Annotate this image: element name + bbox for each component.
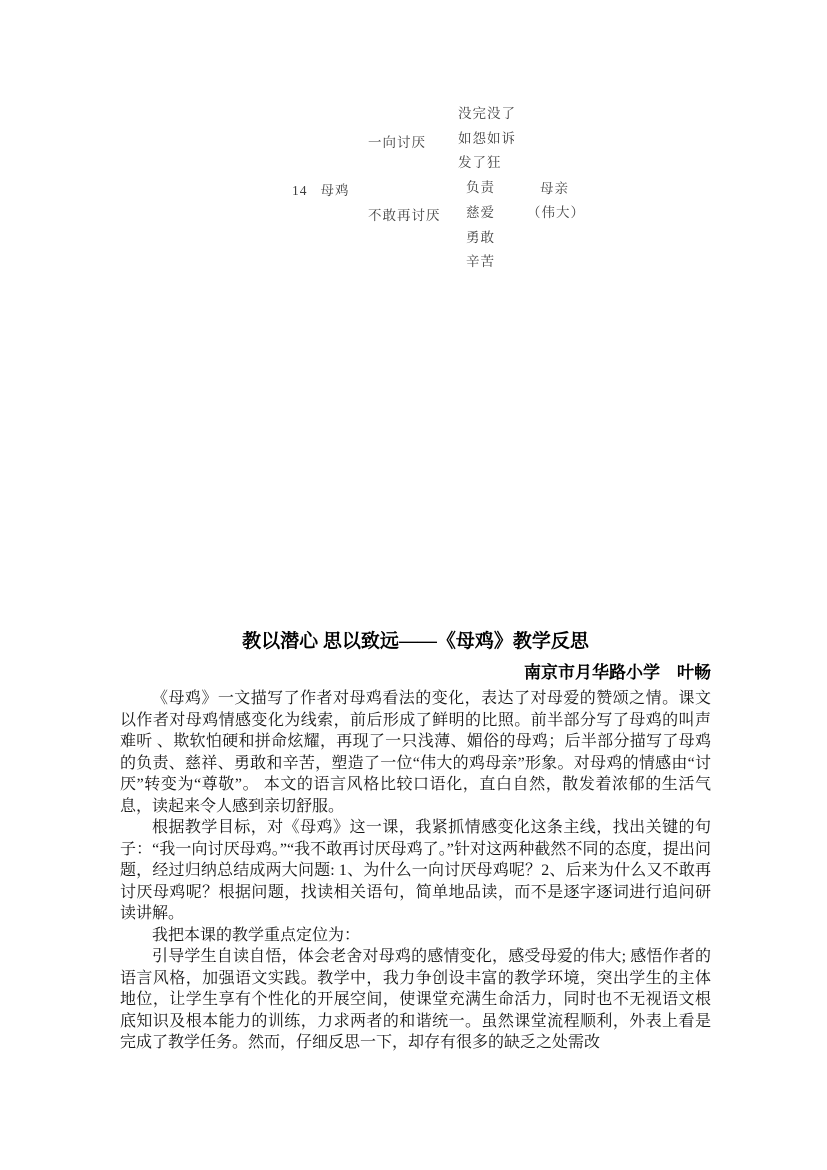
trait-item: 慈爱	[466, 204, 495, 220]
lesson-title: 母鸡	[320, 183, 350, 198]
theme-label: 母亲	[540, 181, 569, 196]
reflection-article	[120, 630, 711, 1054]
board-plan-diagram	[0, 0, 827, 300]
theme-note-label: （伟大）	[527, 205, 585, 220]
article-byline: 南京市月华路小学 叶畅	[524, 663, 711, 682]
attitude-before-label: 一向讨厌	[368, 135, 426, 150]
hen-traits-list	[458, 102, 516, 275]
article-title: 教以潜心 思以致远——《母鸡》教学反思	[242, 631, 589, 652]
paragraph: 引导学生自读自悟，体会老舍对母鸡的感情变化，感受母爱的伟大; 感悟作者的语言风格，加强语文实践。教学中，我力争创设丰富的教学环境，突出学生的主体地位，让学生享有个性化的开展空间，使课堂充满生命活力，同时也不无视语文根底知识及根本能力的训练，力求两者的和谐统一。虽然课堂流程顺利，外表上看是完成了教学任务。然而，仔细反思一下，却存有很多的缺乏之处需改	[120, 948, 711, 1051]
article-body	[120, 688, 711, 1054]
trait-item: 勇敢	[466, 229, 495, 245]
paragraph: 《母鸡》一文描写了作者对母鸡看法的变化，表达了对母爱的赞颂之情。课文以作者对母鸡情感变化为线索，前后形成了鲜明的比照。前半部分写了母鸡的叫声难听 、欺软怕硬和拼命炫耀，再现了一只浅薄、媚俗的母鸡；后半部分描写了母鸡的负责、慈祥、勇敢和辛苦，塑造了一位“伟大的鸡母亲”形象。对母鸡的情感由“讨厌”转变为“尊敬”。 本文的语言风格比较口语化，直白自然，散发着浓郁的生活气息，读起来令人感到亲切舒服。	[120, 690, 711, 815]
lesson-heading	[292, 184, 350, 198]
trait-item: 发了狂	[458, 155, 502, 171]
lesson-number: 14	[292, 183, 308, 198]
trait-item: 负责	[466, 180, 495, 196]
trait-item: 辛苦	[466, 254, 495, 270]
paragraph: 我把本课的教学重点定位为：	[152, 926, 361, 944]
trait-item: 如怨如诉	[458, 130, 516, 146]
paragraph: 根据教学目标，对《母鸡》这一课，我紧抓情感变化这条主线，找出关键的句子：“我一向讨厌母鸡。”“我不敢再讨厌母鸡了。”针对这两种截然不同的态度，提出问题，经过归纳总结成两大问题: 1、为什么一向讨厌母鸡呢？2、后来为什么又不敢再讨厌母鸡呢？根据问题，找读相关语句，简单地品读，而不是逐字逐词进行追问研读讲解。	[120, 819, 711, 922]
trait-item: 没完没了	[458, 106, 516, 121]
attitude-after-label: 不敢再讨厌	[368, 208, 441, 223]
